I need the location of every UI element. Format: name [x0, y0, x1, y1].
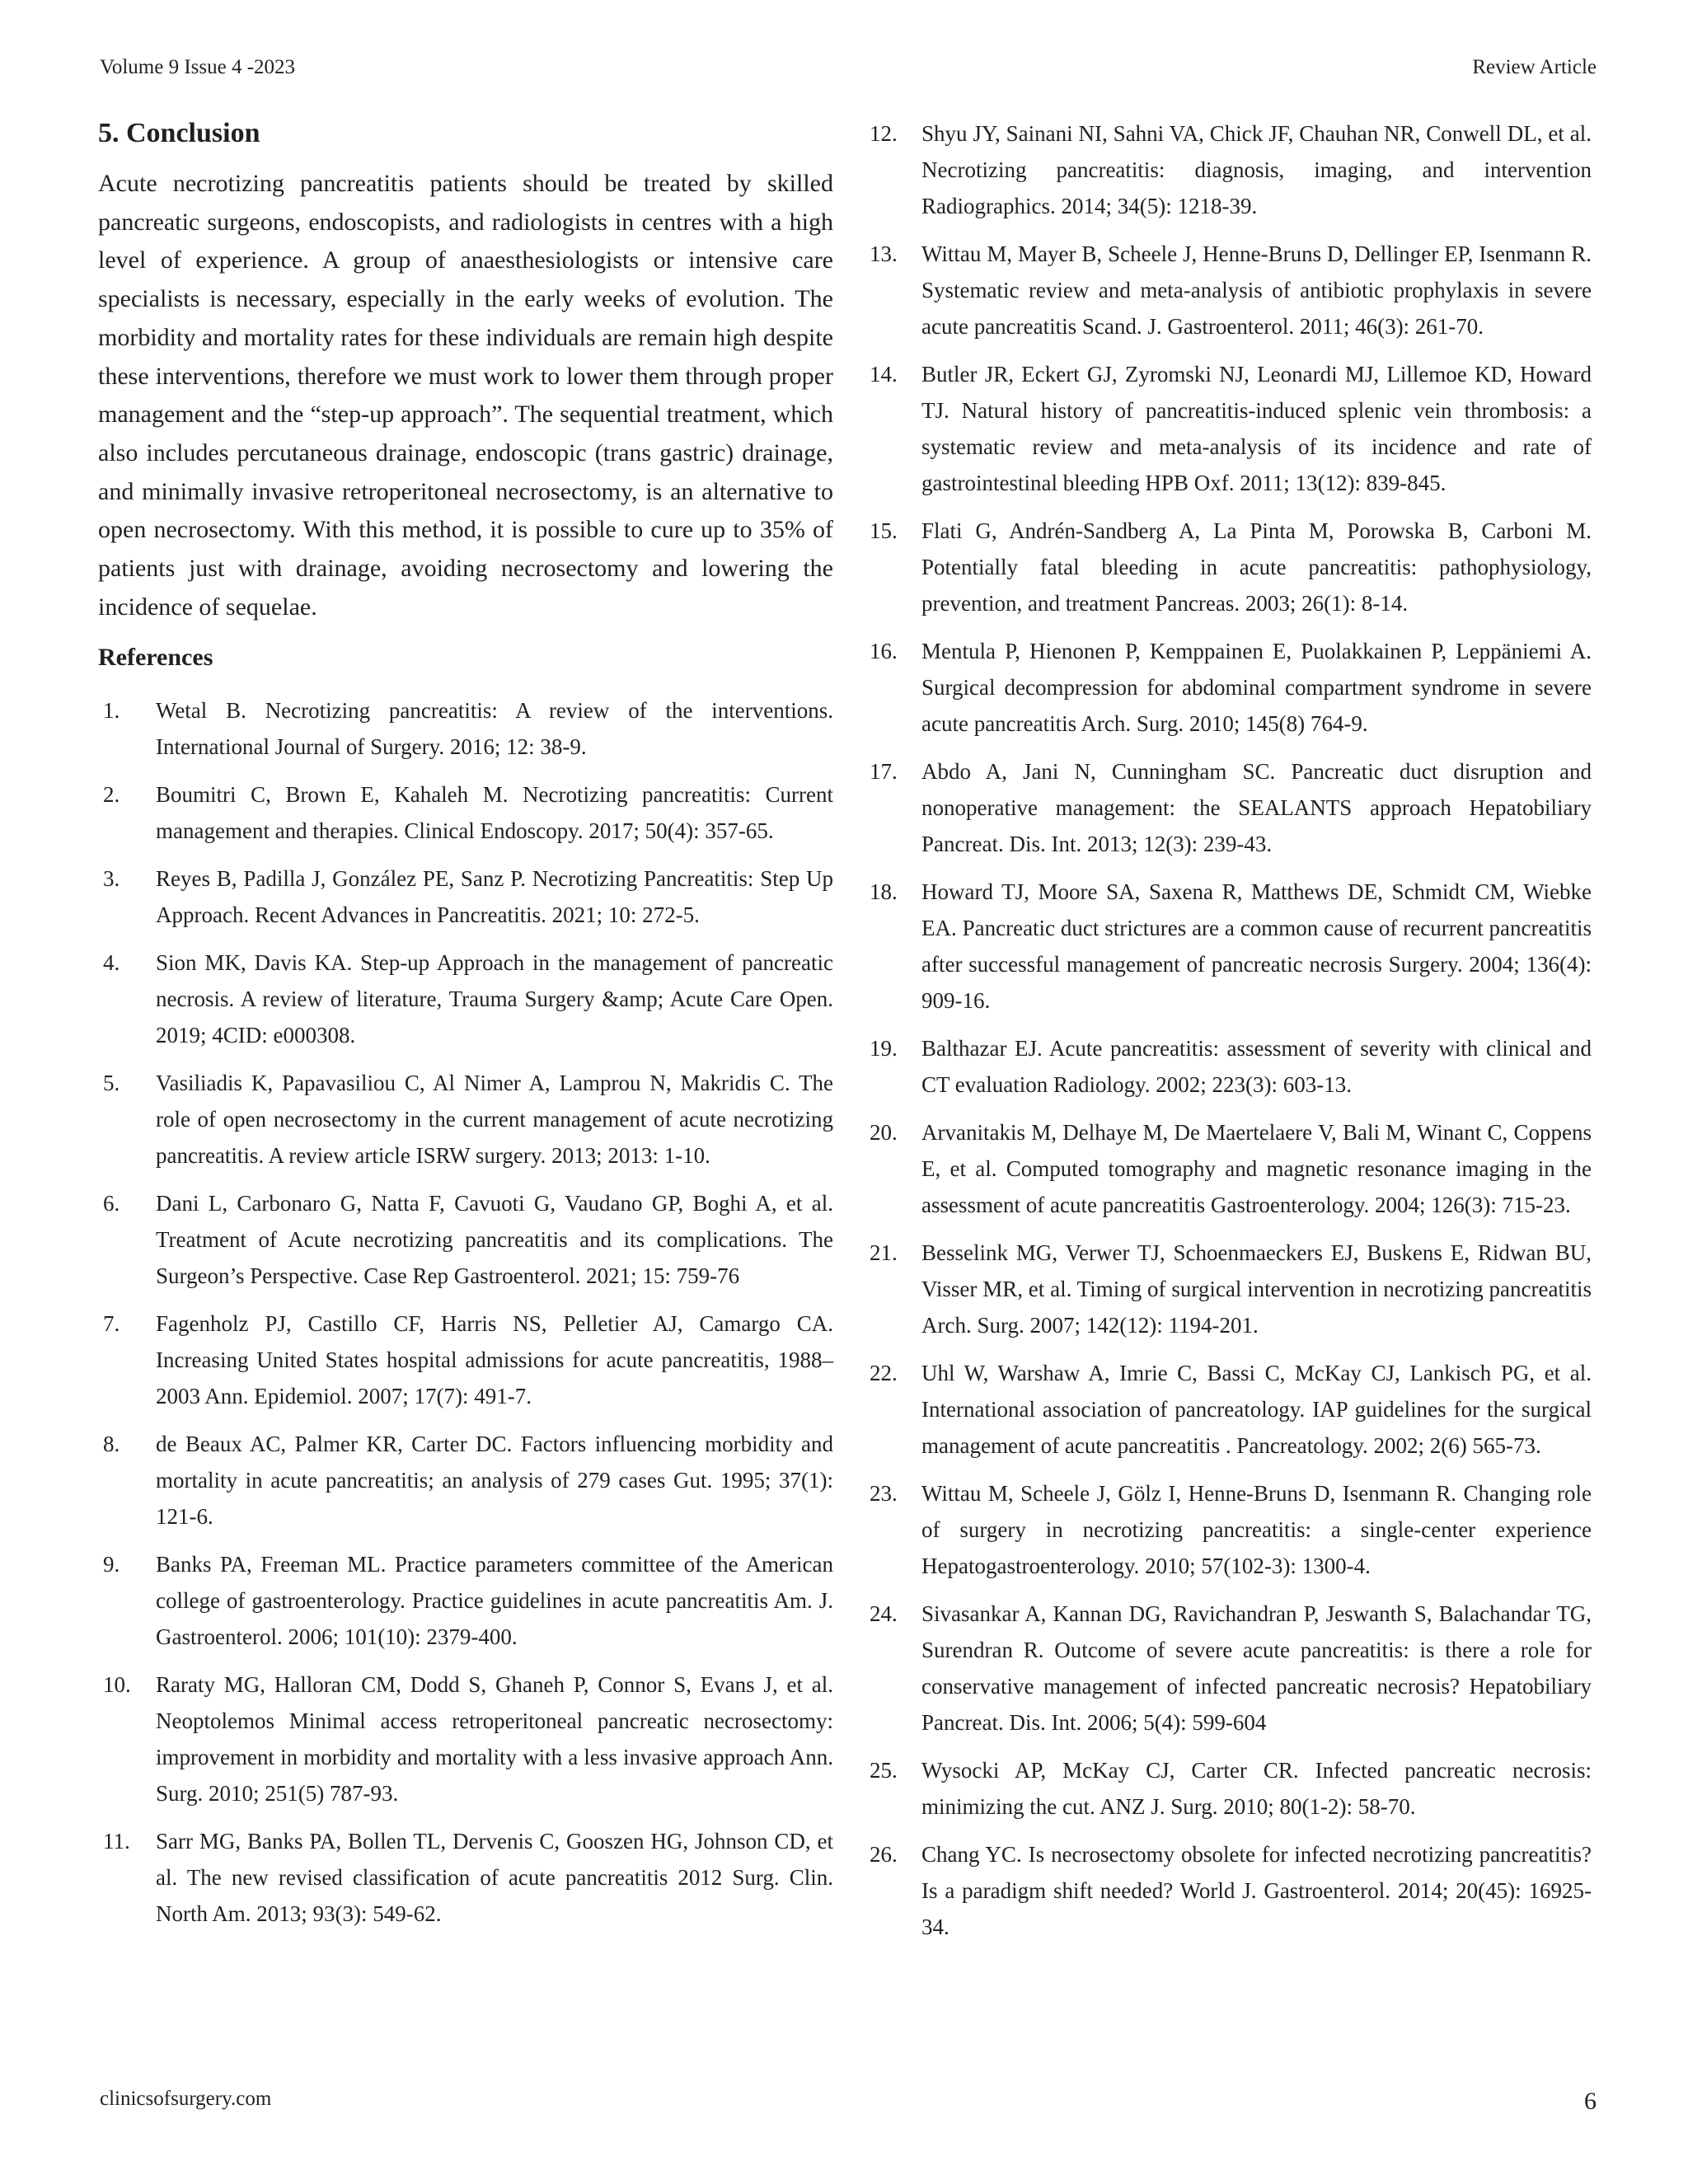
reference-number: 26. [870, 1842, 898, 1867]
reference-number: 24. [870, 1601, 898, 1626]
journal-website: clinicsofsurgery.com [100, 2088, 272, 2110]
reference-item [98, 1546, 833, 1655]
reference-text: Mentula P, Hienonen P, Kemppainen E, Puolakkainen P, Leppäniemi A. Surgical decompression for abdominal compartment syndrome in severe acute pancreatitis Arch. Surg. 2010; 145(8) 764-9. [921, 639, 1592, 736]
reference-number: 22. [870, 1361, 898, 1385]
reference-text: Howard TJ, Moore SA, Saxena R, Matthews DE, Schmidt CM, Wiebke EA. Pancreatic duct strictures are a common cause of recurrent pancreatitis after successful management of pancreatic necrosis Surgery. 2004; 136(4): 909-16. [921, 879, 1592, 1013]
reference-item [98, 1426, 833, 1535]
reference-number: 6. [103, 1191, 120, 1216]
reference-number: 13. [870, 241, 898, 266]
reference-number: 18. [870, 879, 898, 904]
reference-item [870, 1114, 1592, 1223]
reference-number: 12. [870, 121, 898, 146]
reference-text: Wittau M, Mayer B, Scheele J, Henne-Bruns D, Dellinger EP, Isenmann R. Systematic review and meta-analysis of antibiotic prophylaxis in severe acute pancreatitis Scand. J. Gastroenterol. 2011; 46(3): 261-70. [921, 241, 1592, 339]
reference-text: Besselink MG, Verwer TJ, Schoenmaeckers EJ, Buskens E, Ridwan BU, Visser MR, et al. Timing of surgical intervention in necrotizing pancreatitis Arch. Surg. 2007; 142(12): 1194-201. [921, 1240, 1592, 1338]
reference-number: 7. [103, 1311, 120, 1337]
reference-text: Reyes B, Padilla J, González PE, Sanz P. Necrotizing Pancreatitis: Step Up Approach. Recent Advances in Pancreatitis. 2021; 10: 272-5. [156, 866, 833, 928]
reference-item [98, 944, 833, 1053]
reference-item [870, 633, 1592, 742]
reference-number: 14. [870, 362, 898, 387]
reference-text: Butler JR, Eckert GJ, Zyromski NJ, Leonardi MJ, Lillemoe KD, Howard TJ. Natural history of pancreatitis-induced splenic vein thrombosis: a systematic review and meta-analysis of its incidence and rate of gastrointestinal bleeding HPB Oxf. 2011; 13(12): 839-845. [921, 362, 1592, 495]
reference-text: Raraty MG, Halloran CM, Dodd S, Ghaneh P, Connor S, Evans J, et al. Neoptolemos Minimal access retroperitoneal pancreatic necrosectomy: improvement in morbidity and mortality with a less invasive approach Ann. Surg. 2010; 251(5) 787-93. [156, 1672, 833, 1807]
reference-number: 1. [103, 698, 120, 724]
reference-item [870, 1355, 1592, 1464]
reference-number: 10. [103, 1672, 131, 1698]
reference-number: 15. [870, 518, 898, 543]
reference-item [870, 1596, 1592, 1741]
reference-item [870, 236, 1592, 344]
reference-text: Wysocki AP, McKay CJ, Carter CR. Infected pancreatic necrosis: minimizing the cut. ANZ J. Surg. 2010; 80(1-2): 58-70. [921, 1758, 1592, 1819]
reference-text: Abdo A, Jani N, Cunningham SC. Pancreatic duct disruption and nonoperative management: the SEALANTS approach Hepatobiliary Pancreat. Dis. Int. 2013; 12(3): 239-43. [921, 759, 1592, 856]
reference-text: Boumitri C, Brown E, Kahaleh M. Necrotizing pancreatitis: Current management and therapies. Clinical Endoscopy. 2017; 50(4): 357-65. [156, 782, 833, 844]
reference-text: Wetal B. Necrotizing pancreatitis: A review of the interventions. International Journal of Surgery. 2016; 12: 38-9. [156, 698, 833, 760]
reference-item [870, 1752, 1592, 1825]
reference-text: Sarr MG, Banks PA, Bollen TL, Dervenis C, Gooszen HG, Johnson CD, et al. The new revised classification of acute pancreatitis 2012 Surg. Clin. North Am. 2013; 93(3): 549-62. [156, 1829, 833, 1927]
reference-list-left [98, 692, 833, 1932]
reference-text: Vasiliadis K, Papavasiliou C, Al Nimer A, Lamprou N, Makridis C. The role of open necrosectomy in the current management of acute necrotizing pancreatitis. A review article ISRW surgery. 2013; 2013: 1-10. [156, 1071, 833, 1169]
reference-text: Sivasankar A, Kannan DG, Ravichandran P, Jeswanth S, Balachandar TG, Surendran R. Outcome of severe acute pancreatitis: is there a role for conservative management of infected pancreatic necrosis? Hepatobiliary Pancreat. Dis. Int. 2006; 5(4): 599-604 [921, 1601, 1592, 1735]
reference-text: Fagenholz PJ, Castillo CF, Harris NS, Pelletier AJ, Camargo CA. Increasing United States hospital admissions for acute pancreatitis, 1988–2003 Ann. Epidemiol. 2007; 17(7): 491-7. [156, 1311, 833, 1409]
reference-number: 3. [103, 866, 120, 892]
reference-text: Uhl W, Warshaw A, Imrie C, Bassi C, McKay CJ, Lankisch PG, et al. International association of pancreatology. IAP guidelines for the surgical management of acute pancreatitis . Pancreatology. 2002; 2(6) 565-73. [921, 1361, 1592, 1458]
right-column [870, 115, 1592, 1957]
reference-item [870, 1030, 1592, 1103]
reference-item [98, 1185, 833, 1294]
reference-number: 23. [870, 1481, 898, 1506]
reference-item [98, 692, 833, 765]
reference-text: Banks PA, Freeman ML. Practice parameters committee of the American college of gastroenterology. Practice guidelines in acute pancreatitis Am. J. Gastroenterol. 2006; 101(10): 2379-400. [156, 1552, 833, 1650]
reference-number: 19. [870, 1036, 898, 1061]
reference-text: de Beaux AC, Palmer KR, Carter DC. Factors influencing morbidity and mortality in acute pancreatitis; an analysis of 279 cases Gut. 1995; 37(1): 121-6. [156, 1432, 833, 1530]
reference-number: 21. [870, 1240, 898, 1265]
reference-item [98, 1823, 833, 1932]
reference-text: Chang YC. Is necrosectomy obsolete for infected necrotizing pancreatitis? Is a paradigm shift needed? World J. Gastroenterol. 2014; 20(45): 16925-34. [921, 1842, 1592, 1939]
references-heading: References [98, 644, 213, 672]
reference-item [870, 356, 1592, 501]
article-type: Review Article [1472, 56, 1597, 78]
reference-number: 16. [870, 639, 898, 663]
reference-item [98, 860, 833, 933]
reference-item [98, 1666, 833, 1811]
reference-number: 9. [103, 1552, 120, 1577]
reference-item [870, 1836, 1592, 1945]
reference-item [870, 115, 1592, 224]
reference-item [870, 1235, 1592, 1343]
reference-item [98, 1305, 833, 1414]
reference-text: Balthazar EJ. Acute pancreatitis: assessment of severity with clinical and CT evaluation Radiology. 2002; 223(3): 603-13. [921, 1036, 1592, 1097]
reference-text: Dani L, Carbonaro G, Natta F, Cavuoti G, Vaudano GP, Boghi A, et al. Treatment of Acute necrotizing pancreatitis and its complications. The Surgeon’s Perspective. Case Rep Gastroenterol. 2021; 15: 759-76 [156, 1191, 833, 1289]
reference-number: 25. [870, 1758, 898, 1783]
left-column [98, 115, 833, 1943]
reference-text: Sion MK, Davis KA. Step-up Approach in the management of pancreatic necrosis. A review of literature, Trauma Surgery &amp; Acute Care Open. 2019; 4CID: e000308. [156, 950, 833, 1048]
reference-number: 20. [870, 1120, 898, 1145]
reference-item [98, 1065, 833, 1174]
reference-number: 5. [103, 1071, 120, 1096]
reference-text: Wittau M, Scheele J, Gölz I, Henne-Bruns D, Isenmann R. Changing role of surgery in necrotizing pancreatitis: a single-center experience Hepatogastroenterology. 2010; 57(102-3): 1300-4. [921, 1481, 1592, 1578]
reference-item [870, 874, 1592, 1019]
reference-item [870, 1475, 1592, 1584]
conclusion-heading: 5. Conclusion [98, 118, 260, 148]
reference-text: Arvanitakis M, Delhaye M, De Maertelaere V, Bali M, Winant C, Coppens E, et al. Computed tomography and magnetic resonance imaging in the assessment of acute pancreatitis Gastroenterology. 2004; 126(3): 715-23. [921, 1120, 1592, 1217]
reference-number: 4. [103, 950, 120, 976]
reference-item [870, 513, 1592, 621]
reference-item [98, 776, 833, 849]
journal-volume: Volume 9 Issue 4 -2023 [100, 56, 296, 78]
reference-item [870, 753, 1592, 862]
reference-text: Shyu JY, Sainani NI, Sahni VA, Chick JF, Chauhan NR, Conwell DL, et al. Necrotizing pancreatitis: diagnosis, imaging, and intervention Radiographics. 2014; 34(5): 1218-39. [921, 121, 1592, 218]
page-number: 6 [1584, 2088, 1597, 2115]
conclusion-paragraph: Acute necrotizing pancreatitis patients should be treated by skilled pancreatic surgeons, endoscopists, and radiologists in centres with a high level of experience. A group of anaesthesiologists or intensive care specialists is necessary, especially in the early weeks of evolution. The morbidity and mortality rates for these individuals are remain high despite these interventions, therefore we must work to lower them through proper management and the “step-up approach”. The sequential treatment, which also includes percutaneous drainage, endoscopic (trans gastric) drainage, and minimally invasive retroperitoneal necrosectomy, is an alternative to open necrosectomy. With this method, it is possible to cure up to 35% of patients just with drainage, avoiding necrosectomy and lowering the incidence of sequelae. [98, 170, 833, 621]
reference-text: Flati G, Andrén-Sandberg A, La Pinta M, Porowska B, Carboni M. Potentially fatal bleeding in acute pancreatitis: pathophysiology, prevention, and treatment Pancreas. 2003; 26(1): 8-14. [921, 518, 1592, 616]
reference-number: 11. [103, 1829, 130, 1854]
reference-number: 17. [870, 759, 898, 784]
reference-number: 2. [103, 782, 120, 808]
reference-list-right [870, 115, 1592, 1945]
reference-number: 8. [103, 1432, 120, 1457]
